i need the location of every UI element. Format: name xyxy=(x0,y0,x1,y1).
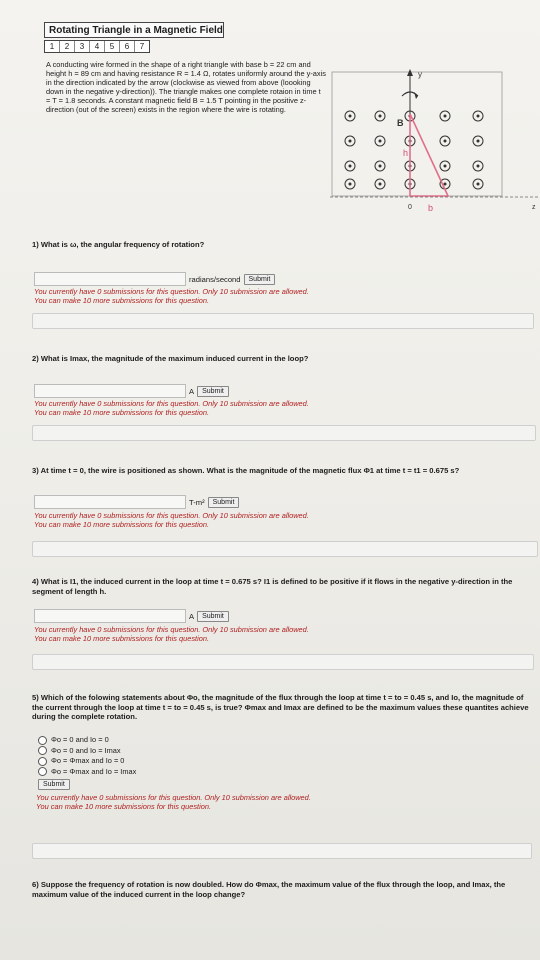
q5-feedback-box xyxy=(32,843,532,859)
q2-status: You currently have 0 submissions for this question. Only 10 submission are allowed. You can make 10 more submissions for this question. xyxy=(34,399,309,417)
q4-status: You currently have 0 submissions for this question. Only 10 submission are allowed. You can make 10 more submissions for this question. xyxy=(34,625,309,643)
rotation-diagram xyxy=(330,66,540,216)
q3-status: You currently have 0 submissions for this question. Only 10 submission are allowed. You can make 10 more submissions for this question. xyxy=(34,511,309,529)
q1-submit-button[interactable]: Submit xyxy=(244,274,276,285)
q3-feedback-box xyxy=(32,541,538,557)
z-axis-label: z xyxy=(532,204,536,211)
q2-answer-input[interactable] xyxy=(34,384,186,398)
page-tab-4[interactable]: 4 xyxy=(90,41,105,52)
q1-unit: radians/second xyxy=(189,274,241,284)
q2-submit-button[interactable]: Submit xyxy=(197,386,229,397)
q1-feedback-box xyxy=(32,313,534,329)
q2-unit: A xyxy=(189,386,195,396)
q5-options xyxy=(38,735,136,777)
q3-unit: T-m² xyxy=(189,497,205,507)
q5-option-2[interactable]: Φo = 0 and Io = Imax xyxy=(38,746,136,757)
problem-description: A conducting wire formed in the shape of a right triangle with base b = 22 cm and height h = 89 cm and having resistance R = 1.4 Ω, rotates uniformly around the y-axis in the direction indicated by the arrow (clockwise as viewed from above (loooking down in the negative y-direction)). The triangle makes one complete rotaion in time t = T = 1.8 seconds. A constant magnetic field B = 1.5 T pointing in the positive z-direction (out of the screen) exists in the region where the wire is rotating. xyxy=(46,60,326,114)
q3-answer-input[interactable] xyxy=(34,495,186,509)
page-tab-1[interactable]: 1 xyxy=(45,41,60,52)
q5-submit-button[interactable]: Submit xyxy=(38,779,70,790)
page-tab-3[interactable]: 3 xyxy=(75,41,90,52)
question-4-text: 4) What is I1, the induced current in the loop at time t = 0.675 s? I1 is defined to be positive if it flows in the negative y-direction in the segment of length h. xyxy=(32,577,513,596)
question-3-text: 3) At time t = 0, the wire is positioned as shown. What is the magnitude of the magnetic flux Φ1 at time t = t1 = 0.675 s? xyxy=(32,466,460,475)
q1-answer-input[interactable] xyxy=(34,272,186,286)
question-6-text: 6) Suppose the frequency of rotation is now doubled. How do Φmax, the maximum value of the flux through the loop, and Imax, the maximum value of the induced current in the loop change? xyxy=(32,880,506,899)
q4-unit: A xyxy=(189,611,195,621)
q4-submit-button[interactable]: Submit xyxy=(197,611,229,622)
page-tabs xyxy=(44,40,150,53)
page-tab-7[interactable]: 7 xyxy=(135,41,149,52)
question-2-text: 2) What is Imax, the magnitude of the maximum induced current in the loop? xyxy=(32,354,309,363)
radio-button[interactable] xyxy=(38,736,47,745)
q3-submit-button[interactable]: Submit xyxy=(208,497,240,508)
radio-button[interactable] xyxy=(38,767,47,776)
q5-option-3[interactable]: Φo = Φmax and Io = 0 xyxy=(38,756,136,767)
y-axis-label: y xyxy=(418,70,422,79)
q4-feedback-box xyxy=(32,654,534,670)
q4-answer-input[interactable] xyxy=(34,609,186,623)
q5-option-4[interactable]: Φo = Φmax and Io = Imax xyxy=(38,767,136,778)
q2-feedback-box xyxy=(32,425,536,441)
b-label: b xyxy=(428,203,434,213)
page-tab-2[interactable]: 2 xyxy=(60,41,75,52)
q5-option-1[interactable]: Φo = 0 and Io = 0 xyxy=(38,735,136,746)
radio-button[interactable] xyxy=(38,757,47,766)
question-1-text: 1) What is ω, the angular frequency of rotation? xyxy=(32,240,205,249)
page-tab-6[interactable]: 6 xyxy=(120,41,135,52)
problem-title: Rotating Triangle in a Magnetic Field xyxy=(44,22,224,38)
q1-status: You currently have 0 submissions for this question. Only 10 submission are allowed. You can make 10 more submissions for this question. xyxy=(34,287,309,305)
question-5-text: 5) Which of the folowing statements about Φo, the magnitude of the flux through the loop at time t = to = 0.45 s, and Io, the magnitude of the current through the loop at time t = to = 0.45 s, is true? Φmax and Imax are defined to be the maximum values these quantites achieve during the complete rotation. xyxy=(32,693,529,721)
b-field-label: B xyxy=(397,118,404,128)
radio-button[interactable] xyxy=(38,746,47,755)
origin-label: 0 xyxy=(408,204,412,211)
h-label: h xyxy=(403,148,409,158)
q5-status: You currently have 0 submissions for this question. Only 10 submission are allowed. You can make 10 more submissions for this question. xyxy=(36,793,311,811)
page-tab-5[interactable]: 5 xyxy=(105,41,120,52)
